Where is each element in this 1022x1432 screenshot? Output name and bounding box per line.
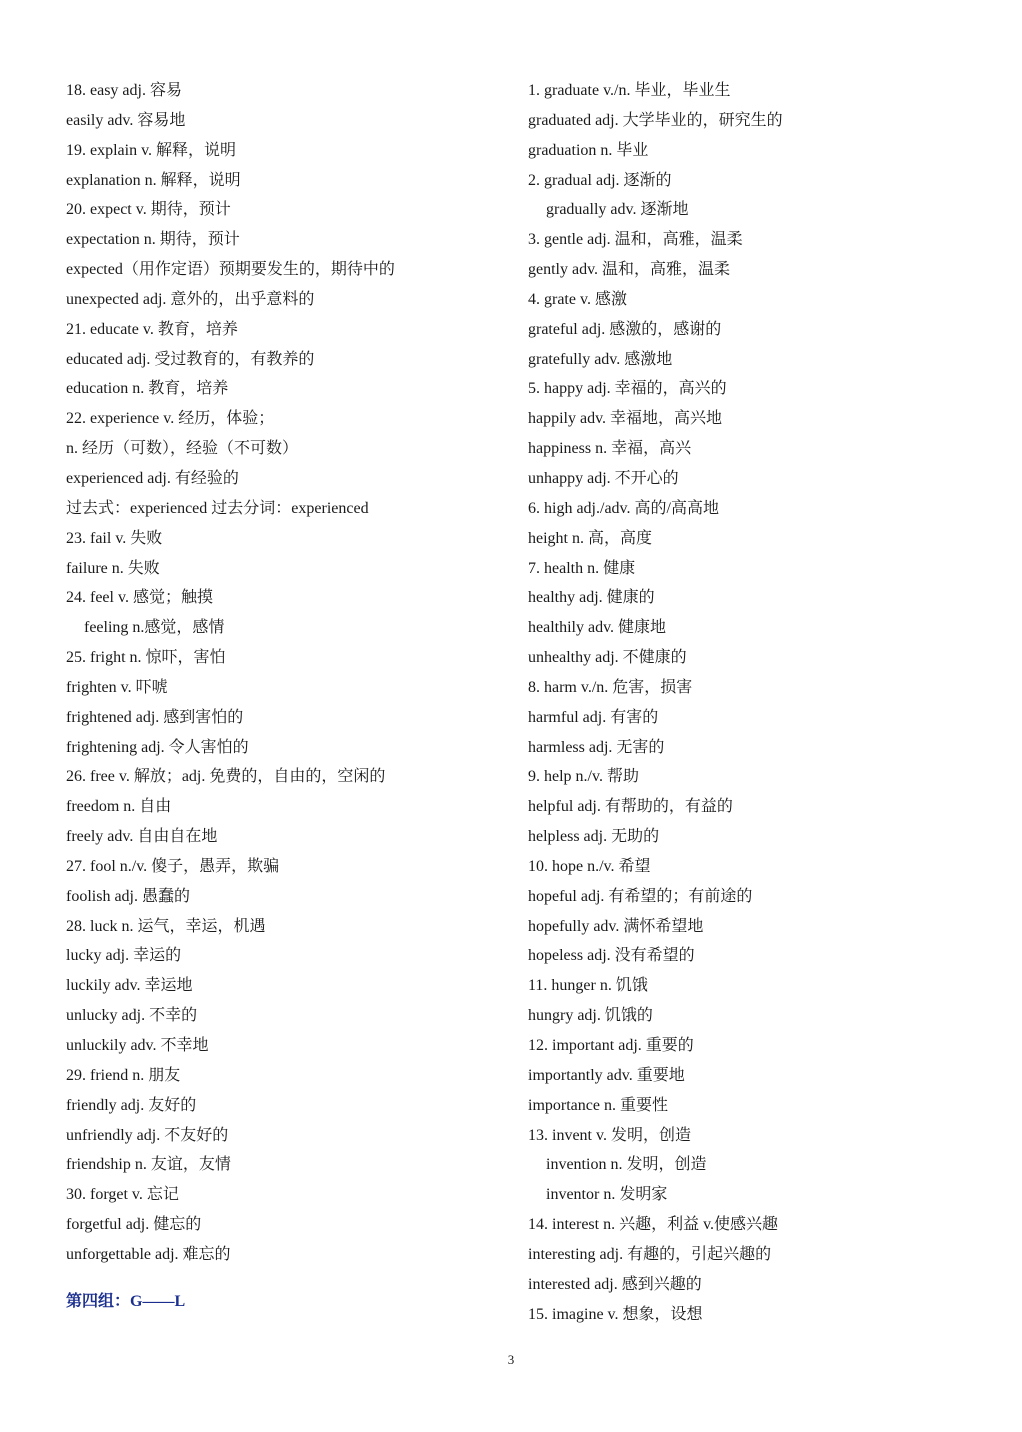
vocab-entry: 14. interest n. 兴趣，利益 v.使感兴趣 xyxy=(528,1216,779,1234)
vocab-entry: unexpected adj. 意外的，出乎意料的 xyxy=(66,290,315,308)
vocab-entry: gently adv. 温和，高雅，温柔 xyxy=(528,261,731,279)
vocab-entry: 19. explain v. 解释，说明 xyxy=(66,141,237,159)
left-column xyxy=(66,76,506,1316)
vocab-entry: 1. graduate v./n. 毕业，毕业生 xyxy=(528,82,731,99)
vocab-entry: 22. experience v. 经历，体验； xyxy=(66,410,275,428)
vocab-entry: hopeful adj. 有希望的；有前途的 xyxy=(528,887,753,905)
vocab-entry: hungry adj. 饥饿的 xyxy=(528,1007,653,1025)
vocab-entry: 6. high adj./adv. 高的/高高地 xyxy=(528,499,719,517)
vocab-entry: harmful adj. 有害的 xyxy=(528,708,659,726)
section-heading-label: 第四组： xyxy=(66,1290,131,1310)
vocab-entry: 8. harm v./n. 危害，损害 xyxy=(528,678,693,696)
vocab-entry: happiness n. 幸福，高兴 xyxy=(528,440,692,458)
vocab-entry: 7. health n. 健康 xyxy=(528,559,636,577)
vocab-entry: 9. help n./v. 帮助 xyxy=(528,768,639,786)
section-heading-range: G——L xyxy=(130,1292,186,1310)
vocab-entry: explanation n. 解释，说明 xyxy=(66,171,241,189)
vocab-entry: 3. gentle adj. 温和，高雅，温柔 xyxy=(528,231,743,249)
vocab-entry: freely adv. 自由自在地 xyxy=(66,828,218,846)
vocab-entry: unhealthy adj. 不健康的 xyxy=(528,649,687,667)
vocab-entry: height n. 高，高度 xyxy=(528,529,652,547)
vocab-entry: 30. forget v. 忘记 xyxy=(66,1186,179,1204)
vocab-entry: unluckily adv. 不幸地 xyxy=(66,1037,209,1054)
vocab-entry: easily adv. 容易地 xyxy=(66,111,186,129)
vocab-entry: 11. hunger n. 饥饿 xyxy=(528,977,648,995)
vocab-entry: frightening adj. 令人害怕的 xyxy=(66,738,249,756)
vocab-entry: 过去式：experienced 过去分词：experienced xyxy=(66,499,369,517)
vocab-entry: luckily adv. 幸运地 xyxy=(66,977,193,995)
vocab-entry: foolish adj. 愚蠢的 xyxy=(66,887,190,905)
vocab-entry: graduated adj. 大学毕业的，研究生的 xyxy=(528,111,783,129)
vocab-entry: 28. luck n. 运气，幸运，机遇 xyxy=(66,917,266,935)
right-column xyxy=(528,76,988,1329)
vocab-entry: 10. hope n./v. 希望 xyxy=(528,857,651,875)
vocab-entry: 23. fail v. 失败 xyxy=(66,529,163,547)
vocab-entry: 21. educate v. 教育，培养 xyxy=(66,320,238,338)
vocab-entry: hopefully adv. 满怀希望地 xyxy=(528,917,704,935)
vocab-entry: graduation n. 毕业 xyxy=(528,141,649,159)
vocab-entry: helpless adj. 无助的 xyxy=(528,828,660,846)
vocab-entry: 13. invent v. 发明，创造 xyxy=(528,1126,691,1144)
vocab-entry: unlucky adj. 不幸的 xyxy=(66,1007,198,1025)
vocab-entry: importance n. 重要性 xyxy=(528,1096,668,1114)
vocab-entry: 5. happy adj. 幸福的，高兴的 xyxy=(528,380,727,398)
vocab-entry: interesting adj. 有趣的，引起兴趣的 xyxy=(528,1245,772,1263)
vocab-entry: gratefully adv. 感激地 xyxy=(528,350,673,368)
vocab-entry: 26. free v. 解放；adj. 免费的，自由的，空闲的 xyxy=(66,768,386,786)
vocab-entry: grateful adj. 感激的，感谢的 xyxy=(528,320,722,338)
vocab-entry: education n. 教育，培养 xyxy=(66,380,229,398)
vocab-entry: freedom n. 自由 xyxy=(66,798,172,816)
vocab-entry: importantly adv. 重要地 xyxy=(528,1066,685,1084)
vocab-entry: invention n. 发明，创造 xyxy=(546,1156,707,1174)
vocab-entry: 24. feel v. 感觉；触摸 xyxy=(66,589,213,607)
vocab-entry: happily adv. 幸福地，高兴地 xyxy=(528,410,723,428)
vocab-entry: inventor n. 发明家 xyxy=(546,1186,668,1204)
vocab-entry: gradually adv. 逐渐地 xyxy=(546,201,689,219)
vocab-entry: 2. gradual adj. 逐渐的 xyxy=(528,171,672,189)
vocab-entry: 29. friend n. 朋友 xyxy=(66,1066,181,1084)
vocab-entry: frighten v. 吓唬 xyxy=(66,678,168,696)
vocab-entry: lucky adj. 幸运的 xyxy=(66,947,182,965)
vocab-entry: experienced adj. 有经验的 xyxy=(66,469,239,487)
vocab-entry: harmless adj. 无害的 xyxy=(528,738,665,756)
vocab-entry: unforgettable adj. 难忘的 xyxy=(66,1245,231,1263)
vocab-entry: 25. fright n. 惊吓，害怕 xyxy=(66,649,226,667)
vocab-entry: hopeless adj. 没有希望的 xyxy=(528,947,695,965)
section-heading xyxy=(66,1286,506,1316)
vocab-entry: 20. expect v. 期待，预计 xyxy=(66,201,231,219)
vocab-entry: failure n. 失败 xyxy=(66,559,160,577)
vocab-entry: 12. important adj. 重要的 xyxy=(528,1037,694,1054)
vocab-entry: interested adj. 感到兴趣的 xyxy=(528,1275,702,1293)
vocab-entry: 27. fool n./v. 傻子，愚弄，欺骗 xyxy=(66,857,280,875)
vocab-entry: expected（用作定语）预期要发生的，期待中的 xyxy=(66,261,395,279)
vocab-entry: frightened adj. 感到害怕的 xyxy=(66,708,244,726)
page-number: 3 xyxy=(507,1352,515,1367)
vocab-entry: 4. grate v. 感激 xyxy=(528,290,627,308)
vocab-entry: helpful adj. 有帮助的，有益的 xyxy=(528,798,733,816)
vocab-entry: 18. easy adj. 容易 xyxy=(66,82,182,99)
vocab-entry: friendship n. 友谊，友情 xyxy=(66,1156,231,1174)
vocab-entry: 15. imagine v. 想象，设想 xyxy=(528,1305,703,1323)
vocab-entry: unhappy adj. 不开心的 xyxy=(528,469,679,487)
vocab-entry: feeling n.感觉，感情 xyxy=(84,619,225,637)
vocab-entry: educated adj. 受过教育的，有教养的 xyxy=(66,350,315,368)
vocab-entry: forgetful adj. 健忘的 xyxy=(66,1216,202,1234)
vocab-entry: healthily adv. 健康地 xyxy=(528,619,667,637)
vocab-entry: expectation n. 期待，预计 xyxy=(66,231,240,249)
vocab-entry: unfriendly adj. 不友好的 xyxy=(66,1126,229,1144)
vocab-entry: n. 经历（可数），经验（不可数） xyxy=(66,440,299,458)
vocab-entry: healthy adj. 健康的 xyxy=(528,589,655,607)
vocab-entry: friendly adj. 友好的 xyxy=(66,1096,197,1114)
